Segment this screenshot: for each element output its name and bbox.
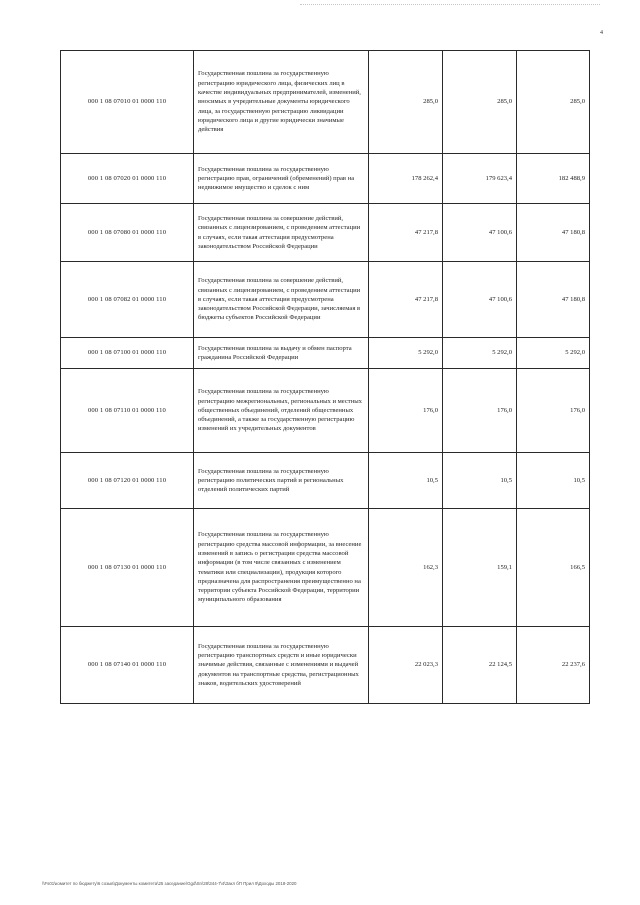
value-year2-cell: 47 100,6 — [443, 262, 517, 338]
value-year3-cell: 166,5 — [517, 509, 590, 627]
table-row — [61, 369, 590, 453]
budget-code-cell: 000 1 08 07080 01 0000 110 — [61, 204, 194, 262]
table-row — [61, 627, 590, 704]
description-cell: Государственная пошлина за выдачу и обмен паспорта гражданина Российской Федерации — [194, 338, 369, 369]
budget-code-cell: 000 1 08 07110 01 0000 110 — [61, 369, 194, 453]
description-cell: Государственная пошлина за совершение действий, связанных с лицензированием, с проведением аттестации в случаях, если такая аттестация предусмотрена законодательством Российской Федерации — [194, 204, 369, 262]
value-year2-cell: 10,5 — [443, 453, 517, 509]
value-year1-cell: 47 217,8 — [369, 204, 443, 262]
value-year3-cell: 5 292,0 — [517, 338, 590, 369]
value-year2-cell: 5 292,0 — [443, 338, 517, 369]
table-row — [61, 338, 590, 369]
description-cell: Государственная пошлина за государственную регистрацию средства массовой информации, за внесение изменений в запись о регистрации средства массовой информации (в том числе связанных с изменением тематики или специализации), продукция которого предназначена для распространения преимущественно на территории субъекта Российской Федерации, территории муниципального образования — [194, 509, 369, 627]
budget-code-cell: 000 1 08 07020 01 0000 110 — [61, 154, 194, 204]
value-year2-cell: 159,1 — [443, 509, 517, 627]
description-cell: Государственная пошлина за государственную регистрацию политических партий и региональных отделений политических партий — [194, 453, 369, 509]
value-year1-cell: 22 023,3 — [369, 627, 443, 704]
value-year3-cell: 47 180,8 — [517, 262, 590, 338]
scan-noise-line — [300, 4, 600, 6]
table-row — [61, 51, 590, 154]
value-year1-cell: 178 262,4 — [369, 154, 443, 204]
value-year2-cell: 176,0 — [443, 369, 517, 453]
description-cell: Государственная пошлина за государственную регистрацию транспортных средств и иные юридически значимые действия, связанные с изменениями и выдачей документов на транспортные средства, регистрационных знаков, водительских удостоверений — [194, 627, 369, 704]
value-year1-cell: 162,3 — [369, 509, 443, 627]
value-year1-cell: 176,0 — [369, 369, 443, 453]
table-row — [61, 204, 590, 262]
value-year2-cell: 22 124,5 — [443, 627, 517, 704]
value-year2-cell: 47 100,6 — [443, 204, 517, 262]
table-row — [61, 453, 590, 509]
value-year2-cell: 285,0 — [443, 51, 517, 154]
value-year3-cell: 47 180,8 — [517, 204, 590, 262]
value-year1-cell: 285,0 — [369, 51, 443, 154]
budget-code-cell: 000 1 08 07130 01 0000 110 — [61, 509, 194, 627]
footer-file-path: \\Fs01\комитет по бюджету\6 созыв\Документы комитета\25 заседание\Ggd\Sn\28\344-7\4\Закл бП Прил 9\Доходы 2018-2020 — [42, 881, 297, 886]
value-year3-cell: 176,0 — [517, 369, 590, 453]
budget-code-cell: 000 1 08 07120 01 0000 110 — [61, 453, 194, 509]
budget-code-cell: 000 1 08 07010 01 0000 110 — [61, 51, 194, 154]
table-row — [61, 262, 590, 338]
budget-code-cell: 000 1 08 07140 01 0000 110 — [61, 627, 194, 704]
value-year3-cell: 22 237,6 — [517, 627, 590, 704]
table-row — [61, 509, 590, 627]
page-number: 4 — [600, 30, 603, 36]
value-year2-cell: 179 623,4 — [443, 154, 517, 204]
description-cell: Государственная пошлина за государственную регистрацию прав, ограничений (обременений) прав на недвижимое имущество и сделок с ним — [194, 154, 369, 204]
value-year1-cell: 47 217,8 — [369, 262, 443, 338]
description-cell: Государственная пошлина за государственную регистрацию юридического лица, физических лиц в качестве индивидуальных предпринимателей, изменений, вносимых в учредительные документы юридического лица, за государственную регистрацию ликвидации юридического лица и другие юридически значимые действия — [194, 51, 369, 154]
value-year3-cell: 285,0 — [517, 51, 590, 154]
description-cell: Государственная пошлина за совершение действий, связанных с лицензированием, с проведением аттестации в случаях, если такая аттестация предусмотрена законодательством Российской Федерации, зачисляемая в бюджеты субъектов Российской Федерации — [194, 262, 369, 338]
budget-code-cell: 000 1 08 07082 01 0000 110 — [61, 262, 194, 338]
value-year3-cell: 10,5 — [517, 453, 590, 509]
value-year1-cell: 5 292,0 — [369, 338, 443, 369]
value-year3-cell: 182 488,9 — [517, 154, 590, 204]
budget-code-cell: 000 1 08 07100 01 0000 110 — [61, 338, 194, 369]
table-row — [61, 154, 590, 204]
revenue-table — [60, 50, 590, 704]
description-cell: Государственная пошлина за государственную регистрацию межрегиональных, региональных и местных общественных объединений, отделений общественных объединений, а также за государственную регистрацию изменений их учредительных документов — [194, 369, 369, 453]
value-year1-cell: 10,5 — [369, 453, 443, 509]
